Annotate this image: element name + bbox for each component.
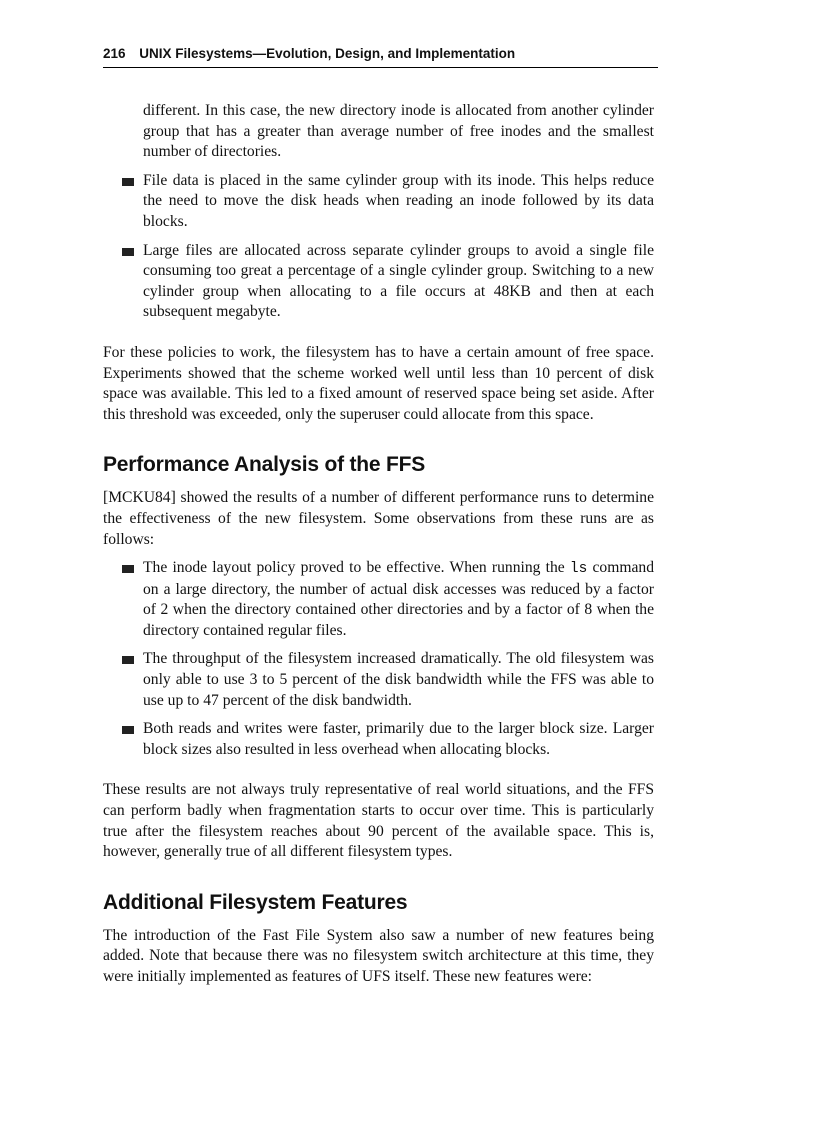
bullet-square-icon	[122, 178, 134, 186]
bullet-square-icon	[122, 726, 134, 734]
bullet-text: File data is placed in the same cylinder group with its inode. This helps reduce the need to move the disk heads when reading an inode followed by its data blocks.	[143, 171, 654, 230]
section-heading-performance: Performance Analysis of the FFS	[103, 453, 426, 477]
bullet-item	[103, 558, 654, 641]
policy-paragraph: For these policies to work, the filesystem has to have a certain amount of free space. Experiments showed that the scheme worked well until less than 10 percent of disk space was available. This led to a fixed amount of reserved space being set aside. After this threshold was exceeded, only the superuser could allocate from this space.	[103, 343, 654, 423]
performance-intro: [MCKU84] showed the results of a number of different performance runs to determine the effectiveness of the new filesystem. Some observations from these runs are as follows:	[103, 489, 654, 548]
features-intro: The introduction of the Fast File System also saw a number of new features being added. Note that because there was no filesystem switch architecture at this time, they were initially implemented as features of UFS itself. These new features were:	[103, 926, 654, 985]
bullet-square-icon	[122, 656, 134, 664]
page-number: 216	[103, 46, 126, 61]
book-title: UNIX Filesystems—Evolution, Design, and Implementation	[139, 46, 516, 61]
performance-closing: These results are not always truly representative of real world situations, and the FFS can perform badly when fragmentation starts to occur over time. This is particularly true after the filesystem reaches about 90 percent of the available space. This is, however, generally true of all different filesystem types.	[103, 781, 654, 861]
page-body	[103, 101, 654, 988]
bullet-square-icon	[122, 565, 134, 573]
bullet-item	[103, 719, 654, 760]
bullet-square-icon	[122, 248, 134, 256]
bullet-text: The throughput of the filesystem increased dramatically. The old filesystem was only able to use 3 to 5 percent of the disk bandwidth while the FFS was able to use up to 47 percent of the disk bandwidth.	[143, 650, 654, 709]
bullet-text: Large files are allocated across separate cylinder groups to avoid a single file consuming too great a percentage of a single cylinder group. Switching to a new cylinder group when allocating to a file occurs at 48KB and then at each subsequent megabyte.	[143, 241, 654, 321]
ls-command: ls	[569, 561, 588, 578]
section-heading-features: Additional Filesystem Features	[103, 890, 408, 914]
bullet-item	[103, 241, 654, 323]
running-head	[103, 46, 658, 68]
bullet-text: Both reads and writes were faster, primarily due to the larger block size. Larger block sizes also resulted in less overhead when allocating blocks.	[143, 720, 654, 758]
continued-bullet-text: different. In this case, the new directory inode is allocated from another cylinder group that has a greater than average number of free inodes and the smallest number of directories.	[143, 102, 654, 161]
bullet-item	[103, 649, 654, 711]
bullet-item	[103, 171, 654, 233]
bullet-text: The inode layout policy proved to be effective. When running the ls command on a large directory, the number of actual disk accesses was reduced by a factor of 2 when the directory contained other directories and by a factor of 8 when the directory contained regular files.	[143, 559, 654, 639]
